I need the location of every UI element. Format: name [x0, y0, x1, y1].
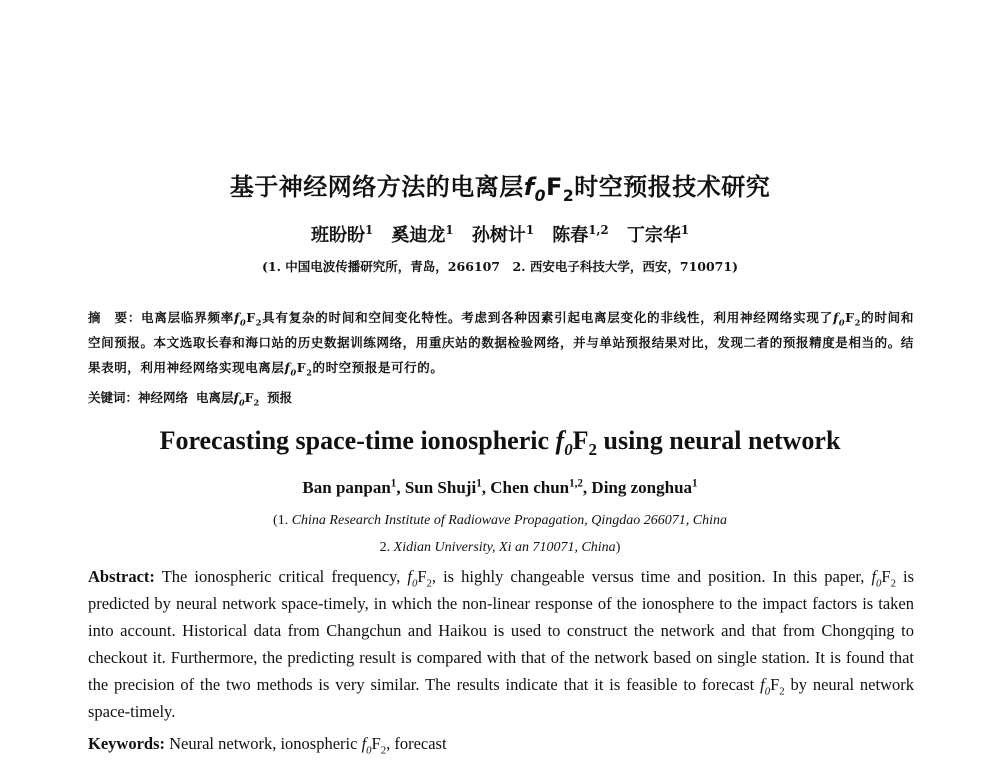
chinese-affiliation: (1. 中国电波传播研究所，青岛，266107 2. 西安电子科技大学，西安，710071)	[261, 259, 738, 274]
english-affiliation-1: (1. China Research Institute of Radiowave Propagation, Qingdao 266071, China	[273, 513, 727, 528]
abstract-label: 摘 要：	[88, 310, 142, 325]
chinese-abstract: 摘 要：电离层临界频率$f_0F_2$具有复杂的时间和空间变化特性。考虑到各种因素引起电离层变化的非线性，利用神经网络实现了$f_0F_2$的时间和空间预报。本文选取长春和海口站的历史数据训练网络，用重庆站的数据检验网络，并与单站预报结果对比，发现二者的预报精度是相当的。结果表明，利用神经网络实现电离层$f_0F_2$的时空预报是可行的。	[88, 310, 915, 378]
keyword: 电离层$f_0F_2$	[196, 390, 260, 408]
chinese-keywords	[88, 388, 914, 406]
author: 丁宗华$^1$	[626, 223, 690, 246]
author: 孙树计$^1$	[471, 223, 534, 246]
chinese-authors	[0, 221, 1000, 247]
english-abstract: Abstract: The ionospheric critical frequency, $f_0F_2$, is highly changeable versus time and position. In this paper, $f_0F_2$ is predicted by neural network space-timely, in which the non-linear response of the ionosphere to the impact factors is taken into account. Historical data from Changchun and Haikou is used to construct the network and that from Chongqing to checkout it. Furthermore, the predicting result is compared with that of the network based on single station. It is found that the precision of the two methods is very similar. The results indicate that it is feasible to forecast $f_0F_2$ by neural network space-timely.	[88, 567, 915, 721]
abstract-label: Abstract:	[88, 567, 155, 586]
english-keywords: Keywords: Neural network, ionospheric $f_0F_2$, forecast	[88, 734, 447, 757]
english-title: Forecasting space-time ionospheric $f_0F_2$ using neural network	[159, 426, 841, 460]
keyword: 预报	[267, 390, 293, 405]
english-affiliation-2: 2. Xidian University, Xi an 710071, China)	[379, 540, 621, 555]
english-authors: Ban panpan$^1$, Sun Shuji$^1$, Chen chun$^{1,2}$, Ding zonghua$^1$	[302, 477, 698, 497]
author: Ban panpan$^1$	[302, 477, 397, 497]
keywords-label: 关键词：	[88, 390, 139, 405]
author: Ding zonghua$^1$	[591, 477, 698, 497]
keywords-label: Keywords:	[88, 734, 165, 753]
fof2-symbol: $f_0$	[523, 173, 547, 205]
author: Chen chun$^{1,2}$	[490, 477, 583, 497]
keyword: 神经网络	[138, 390, 189, 405]
author: 奚迪龙$^1$	[391, 223, 454, 246]
author: 班盼盼$^1$	[310, 223, 374, 246]
author: 陈春$^{1,2}$	[552, 223, 609, 246]
chinese-title: 基于神经网络方法的电离层$f_0F_2$时空预报技术研究	[229, 173, 771, 205]
author: Sun Shuji$^1$	[404, 477, 482, 497]
